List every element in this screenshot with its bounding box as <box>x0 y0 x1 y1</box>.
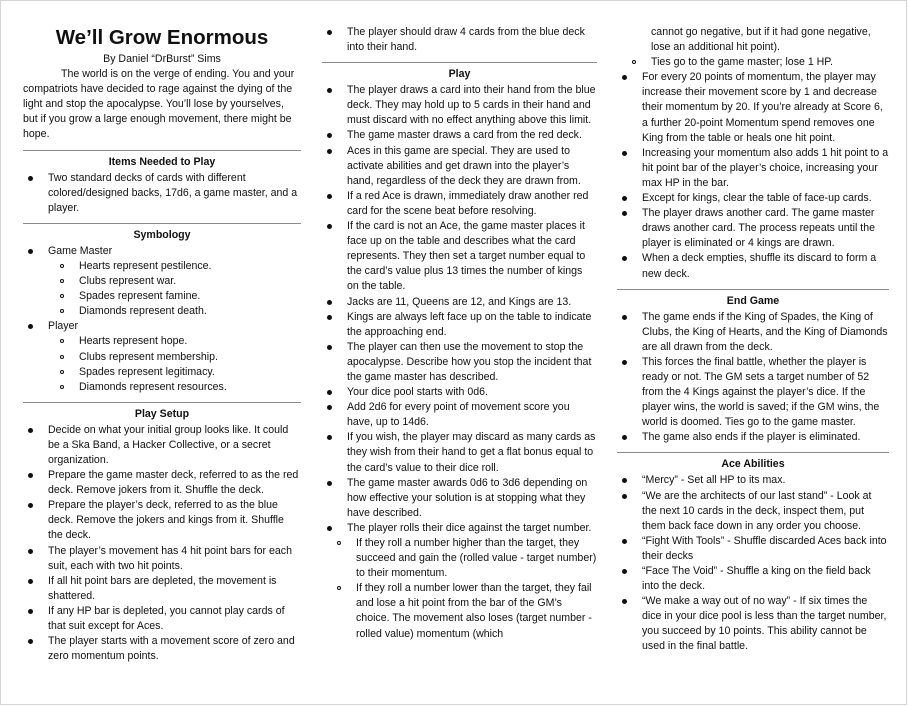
play-continued-list <box>617 55 889 281</box>
symbology-gm-label: Game Master <box>23 244 301 259</box>
section-divider <box>23 402 301 403</box>
column-3 <box>617 1 889 655</box>
list-item: If the card is not an Ace, the game master places it face up on the table and describes what the card represents. They then set a target number equal to the card’s value plus 13 times the number of kings on the table. <box>322 219 597 294</box>
column-1 <box>23 1 301 664</box>
items-list <box>23 171 301 216</box>
items-heading: Items Needed to Play <box>108 155 216 168</box>
list-item: For every 20 points of momentum, the player may increase their movement score by 1 and decrease their momentum by 20. If you’re already at Score 6, a further 20-point Momentum spend removes one King from the table or heals one hit point. <box>617 70 889 145</box>
list-item: Jacks are 11, Queens are 12, and Kings are 13. <box>322 295 597 310</box>
column-2 <box>322 1 597 642</box>
list-item: Prepare the game master deck, referred to as the red deck. Remove jokers from it. Shuffle the deck. <box>23 468 301 498</box>
list-item: The player draws another card. The game master draws another card. The process repeats until the player is eliminated or 4 kings are drawn. <box>617 206 889 251</box>
list-item: The game master draws a card from the red deck. <box>322 128 597 143</box>
list-item: “We are the architects of our last stand” - Look at the next 10 cards in the deck, inspect them, put them back face down in any order you choose. <box>617 489 889 534</box>
section-divider <box>23 150 301 151</box>
list-item: Increasing your momentum also adds 1 hit point to a hit point bar of the player’s choice, increasing your max HP in the bar. <box>617 146 889 191</box>
list-item: If you wish, the player may discard as many cards as they wish from their hand to get a flat bonus equal to the card’s value to their dice roll. <box>322 430 597 475</box>
list-item: Two standard decks of cards with different colored/designed backs, 17d6, a game master, and a player. <box>23 171 301 216</box>
list-item: Hearts represent hope. <box>23 334 301 349</box>
list-item: Diamonds represent resources. <box>23 380 301 395</box>
section-divider <box>23 223 301 224</box>
list-item: “We make a way out of no way” - If six times the dice in your dice pool is less than the target number, you succeed by 10 points. This ability cannot be used in the final battle. <box>617 594 889 654</box>
list-item: Spades represent legitimacy. <box>23 365 301 380</box>
list-item: If any HP bar is depleted, you cannot play cards of that suit except for Aces. <box>23 604 301 634</box>
list-item: Aces in this game are special. They are used to activate abilities and get drawn into the player’s hand, regardless of the deck they are drawn from. <box>322 144 597 189</box>
list-item: The player should draw 4 cards from the blue deck into their hand. <box>322 25 597 55</box>
byline: By Daniel “DrBurst” Sims <box>103 53 221 65</box>
symbology-player-label: Player <box>23 319 301 334</box>
list-item: Diamonds represent death. <box>23 304 301 319</box>
ace-abilities-heading: Ace Abilities <box>721 458 785 471</box>
list-item: Spades represent famine. <box>23 289 301 304</box>
list-item: The game ends if the King of Spades, the King of Clubs, the King of Hearts, and the King of Diamonds are all drawn from the deck. <box>617 310 889 355</box>
setup-heading: Play Setup <box>134 407 190 420</box>
list-item: When a deck empties, shuffle its discard to form a new deck. <box>617 251 889 281</box>
list-item: “Fight With Tools” - Shuffle discarded Aces back into their decks <box>617 534 889 564</box>
list-item: “Mercy” - Set all HP to its max. <box>617 473 889 488</box>
document-title: We’ll Grow Enormous <box>55 26 269 49</box>
list-item: The player draws a card into their hand from the blue deck. They may hold up to 5 cards in their hand and must discard with no effect anything above this limit. <box>322 83 597 128</box>
list-item: The player starts with a movement score of zero and zero momentum points. <box>23 634 301 664</box>
list-item: Except for kings, clear the table of face-up cards. <box>617 191 889 206</box>
list-item: Hearts represent pestilence. <box>23 259 301 274</box>
continued-text: cannot go negative, but if it had gone negative, lose an additional hit point). <box>651 26 871 54</box>
list-item: Clubs represent war. <box>23 274 301 289</box>
list-item: The game master awards 0d6 to 3d6 depending on how effective your solution is at stopping what they have described. <box>322 476 597 521</box>
list-item: The game also ends if the player is eliminated. <box>617 430 889 445</box>
list-item: The player’s movement has 4 hit point bars for each suit, each with two hit points. <box>23 544 301 574</box>
list-item: If they roll a number lower than the target, they fail and lose a hit point from the bar of the GM’s choice. The movement also loses (target number - rolled value) momentum (which <box>322 581 597 641</box>
play-heading: Play <box>448 68 471 81</box>
list-item: Ties go to the game master; lose 1 HP. <box>617 55 889 70</box>
list-item: The player rolls their dice against the target number. <box>322 521 597 536</box>
list-item: If all hit point bars are depleted, the movement is shattered. <box>23 574 301 604</box>
setup-list <box>23 423 301 665</box>
section-divider <box>617 289 889 290</box>
setup-continued-list <box>322 25 597 55</box>
section-divider <box>617 452 889 453</box>
list-item: The player can then use the movement to stop the apocalypse. Describe how you stop the incident that the game master has described. <box>322 340 597 385</box>
endgame-list <box>617 310 889 446</box>
list-item: Kings are always left face up on the table to indicate the approaching end. <box>322 310 597 340</box>
ace-abilities-list <box>617 473 889 654</box>
list-item: Your dice pool starts with 0d6. <box>322 385 597 400</box>
list-item: If they roll a number higher than the target, they succeed and gain the (rolled value - target number) to their momentum. <box>322 536 597 581</box>
list-item: If a red Ace is drawn, immediately draw another red card for the scene beat before resolving. <box>322 189 597 219</box>
symbology-list <box>23 244 301 395</box>
list-item: Clubs represent membership. <box>23 350 301 365</box>
list-item: Decide on what your initial group looks like. It could be a Ska Band, a Hacker Collective, or a secret organization. <box>23 423 301 468</box>
list-item: Prepare the player’s deck, referred to as the blue deck. Remove the jokers and kings from it. Shuffle the deck. <box>23 498 301 543</box>
list-item: Add 2d6 for every point of movement score you have, up to 14d6. <box>322 400 597 430</box>
intro-paragraph: The world is on the verge of ending. You and your compatriots have decided to rage against the dying of the light and stop the apocalypse. You’ll lose by yourselves, but if you grow a large enough movement, there might be hope. <box>23 68 295 141</box>
endgame-heading: End Game <box>726 294 780 307</box>
list-item: “Face The Void” - Shuffle a king on the field back into the deck. <box>617 564 889 594</box>
section-divider <box>322 62 597 63</box>
symbology-heading: Symbology <box>133 228 191 241</box>
list-item: This forces the final battle, whether the player is ready or not. The GM sets a target number of 52 from the 4 Kings against the player’s dice. If the player wins, the world is saved; if the GM wins, the world is doomed. Ties go to the game master. <box>617 355 889 430</box>
play-list <box>322 83 597 641</box>
